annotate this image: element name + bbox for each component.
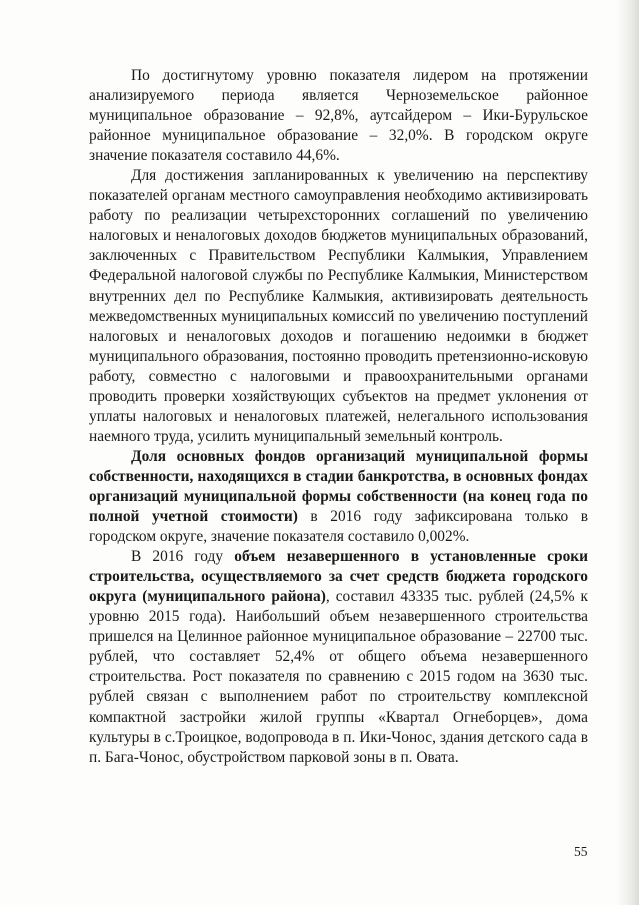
bold-text-segment: Доля основных фондов организаций муниципальной формы собственности, находящихся в стадии банкротства, в основных фондах организаций муниципальной формы собственности (на конец года по полной учетной стоимости) [89, 447, 588, 526]
paragraph [89, 166, 588, 447]
document-body [89, 66, 588, 768]
text-segment: в 2016 году зафиксирована только в городском округе, значение показателя составило 0,002%. [89, 508, 588, 546]
text-segment: , составил 43335 тыс. рублей (24,5% к уровню 2015 года). Наибольший объем незавершенного строительства пришелся на Целинное районное муниципальное образование – 22700 тыс. рублей, что составляет 52,4% от общего объема незавершенного строительства. Рост показателя по сравнению с 2015 годом на 3630 тыс. рублей связан с выполнением работ по строительству комплексной компактной застройки жилой группы «Квартал Огнеборцев», дома культуры в с.Троицкое, водопровода в п. Ики-Чонос, здания детского сада в п. Бага-Чонос, обустройством парковой зоны в п. Овата. [89, 588, 588, 766]
text-segment: Для достижения запланированных к увеличению на перспективу показателей органам местного самоуправления необходимо активизировать работу по реализации четырехсторонних соглашений по увеличению налоговых и неналоговых доходов бюджетов муниципальных образований, заключенных с Правительством Республики Калмыкия, Управлением Федеральной налоговой службы по Республике Калмыкия, Министерством внутренних дел по Республике Калмыкия, активизировать деятельность межведомственных муниципальных комиссий по увеличению поступлений налоговых и неналоговых доходов и погашению недоимки в бюджет муниципального образования, постоянно проводить претензионно-исковую работу, совместно с налоговыми и правоохранительными органами проводить проверки хозяйствующих субъектов на предмет уклонения от уплаты налоговых и неналоговых платежей, нелегального использования наемного труда, усилить муниципальный земельный контроль. [89, 167, 588, 445]
bold-text-segment: объем незавершенного в установленные сроки строительства, осуществляемого за счет средств бюджета городского округа (муниципального района) [89, 548, 588, 606]
scan-shadow [617, 0, 639, 905]
text-segment: По достигнутому уровню показателя лидером на протяжении анализируемого периода является Черноземельское районное муниципальное образование – 92,8%, аутсайдером – Ики-Бурульское районное муниципальное образование – 32,0%. В городском округе значение показателя составило 44,6%. [89, 67, 588, 165]
text-segment: В 2016 году [131, 548, 235, 566]
paragraph [89, 66, 588, 166]
paragraph [89, 447, 588, 547]
page-number: 55 [574, 844, 588, 859]
paragraph [89, 547, 588, 768]
